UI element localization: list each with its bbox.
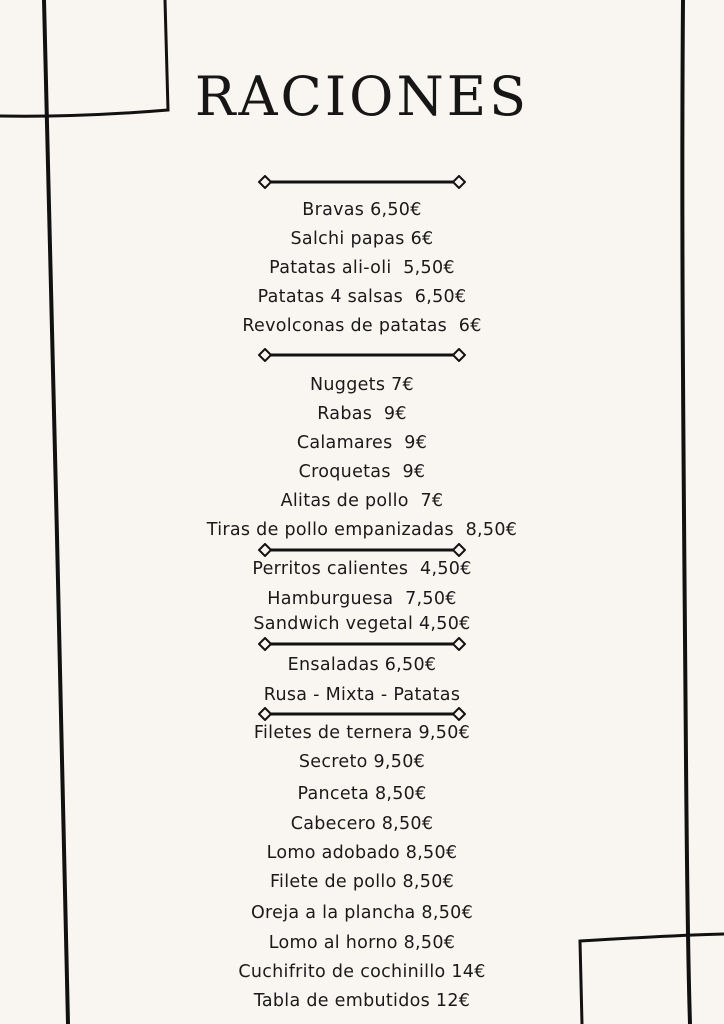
menu-item: Nuggets 7€ [310, 375, 414, 395]
divider-diamond-left [259, 349, 271, 361]
menu-item: Patatas ali-oli 5,50€ [269, 258, 455, 278]
divider-diamond-right [453, 544, 465, 556]
menu-item: Perritos calientes 4,50€ [252, 559, 472, 579]
menu-item: Tiras de pollo empanizadas 8,50€ [206, 520, 518, 540]
divider-diamond-right [453, 638, 465, 650]
menu-item: Alitas de pollo 7€ [280, 491, 444, 511]
menu-item: Cabecero 8,50€ [290, 814, 434, 834]
divider-diamond-right [453, 708, 465, 720]
menu-item: Salchi papas 6€ [290, 229, 434, 249]
menu-item: Bravas 6,50€ [302, 200, 422, 220]
menu-item: Rabas 9€ [317, 404, 407, 424]
menu-item: Revolconas de patatas 6€ [242, 316, 482, 336]
menu-item: Cuchifrito de cochinillo 14€ [238, 962, 486, 982]
menu-item: Oreja a la plancha 8,50€ [250, 903, 474, 923]
divider-diamond-left [259, 176, 271, 188]
divider-diamond-left [259, 638, 271, 650]
menu-item: Filetes de ternera 9,50€ [253, 723, 471, 743]
menu-item: Sandwich vegetal 4,50€ [253, 614, 471, 634]
menu-item: Tabla de embutidos 12€ [253, 991, 471, 1011]
menu-item: Rusa - Mixta - Patatas [263, 685, 461, 705]
divider-diamond-left [259, 708, 271, 720]
menu-item: Calamares 9€ [296, 433, 428, 453]
section-divider [258, 707, 466, 721]
menu-item: Lomo al horno 8,50€ [268, 933, 456, 953]
menu-item: Panceta 8,50€ [297, 784, 427, 804]
menu-item: Croquetas 9€ [298, 462, 426, 482]
menu-item: Patatas 4 salsas 6,50€ [257, 287, 467, 307]
menu-item: Lomo adobado 8,50€ [266, 843, 458, 863]
menu-item: Hamburguesa 7,50€ [267, 589, 457, 609]
section-divider [258, 543, 466, 557]
divider-diamond-right [453, 176, 465, 188]
section-divider [258, 348, 466, 362]
menu-title: RACIONES [194, 65, 530, 128]
section-divider [258, 637, 466, 651]
menu-item: Secreto 9,50€ [298, 752, 426, 772]
divider-diamond-right [453, 349, 465, 361]
menu-item: Filete de pollo 8,50€ [269, 872, 455, 892]
section-divider [258, 175, 466, 189]
divider-diamond-left [259, 544, 271, 556]
menu-item: Ensaladas 6,50€ [287, 655, 437, 675]
